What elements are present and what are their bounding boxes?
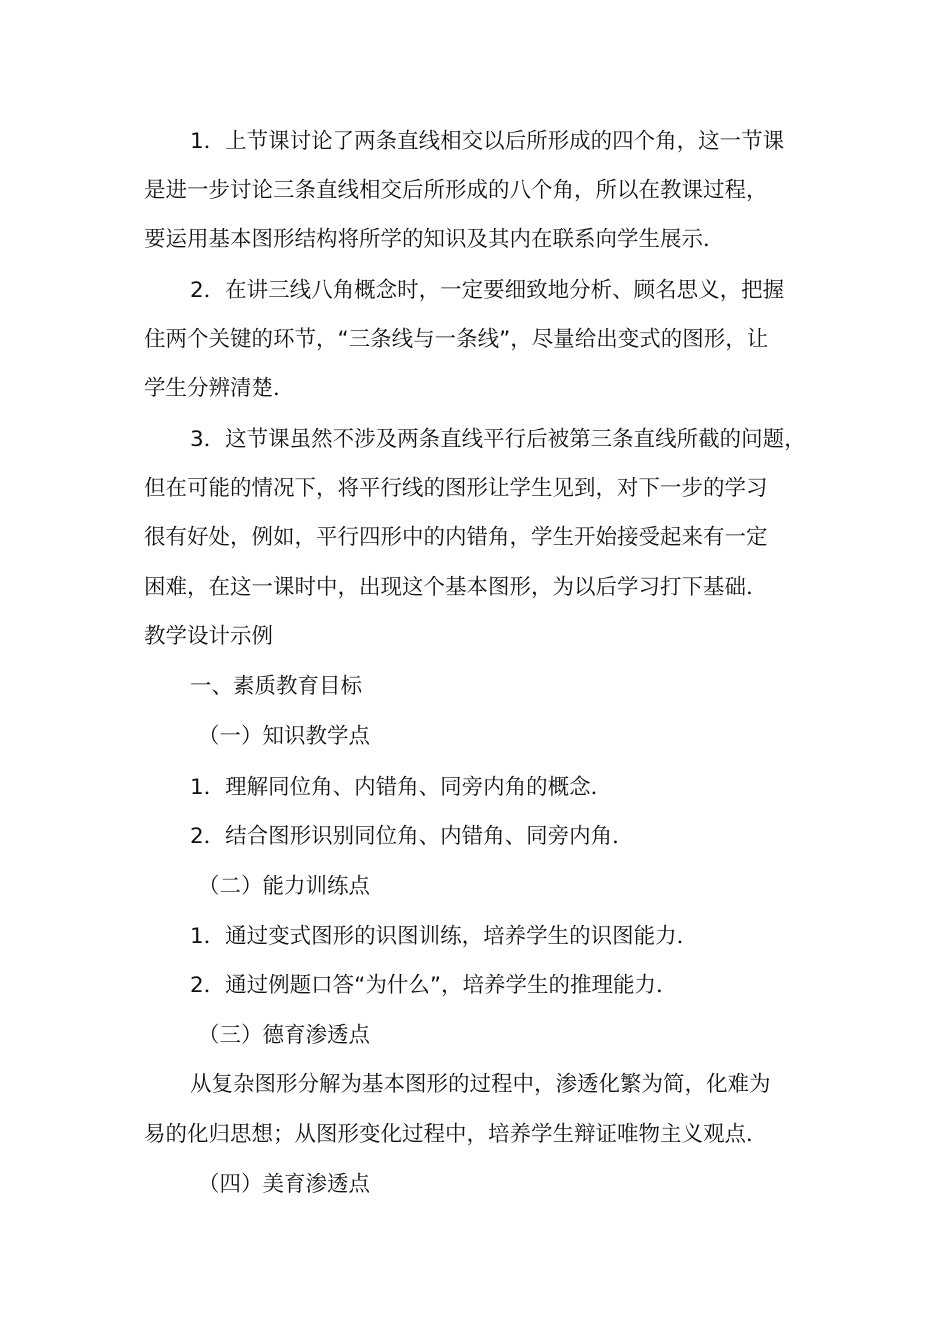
list-item: 1．理解同位角、内错角、同旁内角的概念． [190, 775, 613, 800]
list-item: 2．结合图形识别同位角、内错角、同旁内角． [190, 824, 634, 849]
paragraph-line: 要运用基本图形结构将所学的知识及其内在联系向学生展示． [144, 227, 725, 252]
paragraph-line: 住两个关键的环节，“三条线与一条线”，尽量给出变式的图形，让 [144, 327, 769, 352]
paragraph-line: 困难，在这一课时中，出现这个基本图形，为以后学习打下基础． [144, 575, 768, 600]
paragraph-line: 易的化归思想；从图形变化过程中，培养学生辩证唯物主义观点． [144, 1122, 768, 1147]
paragraph-line: 但在可能的情况下，将平行线的图形让学生见到，对下一步的学习 [144, 476, 768, 501]
list-item: 2．通过例题口答“为什么”，培养学生的推理能力． [190, 973, 678, 998]
subsection-heading: （一）知识教学点 [198, 724, 371, 749]
subsection-heading: （四）美育渗透点 [198, 1172, 371, 1197]
paragraph-line: 1．上节课讨论了两条直线相交以后所形成的四个角，这一节课 [190, 129, 785, 154]
paragraph-line: 学生分辨清楚． [144, 376, 295, 401]
paragraph-line: 是进一步讨论三条直线相交后所形成的八个角，所以在教课过程， [144, 178, 768, 203]
section-heading: 一、素质教育目标 [190, 674, 363, 699]
section-heading: 教学设计示例 [144, 624, 274, 649]
paragraph-line: 很有好处，例如，平行四形中的内错角，学生开始接受起来有一定 [144, 525, 768, 550]
subsection-heading: （二）能力训练点 [198, 874, 371, 899]
paragraph-line: 从复杂图形分解为基本图形的过程中，渗透化繁为简，化难为 [190, 1072, 771, 1097]
paragraph-line: 3．这节课虽然不涉及两条直线平行后被第三条直线所截的问题， [190, 427, 806, 452]
subsection-heading: （三）德育渗透点 [198, 1023, 371, 1048]
list-item: 1．通过变式图形的识图训练，培养学生的识图能力． [190, 924, 699, 949]
paragraph-line: 2．在讲三线八角概念时，一定要细致地分析、顾名思义，把握 [190, 278, 785, 303]
